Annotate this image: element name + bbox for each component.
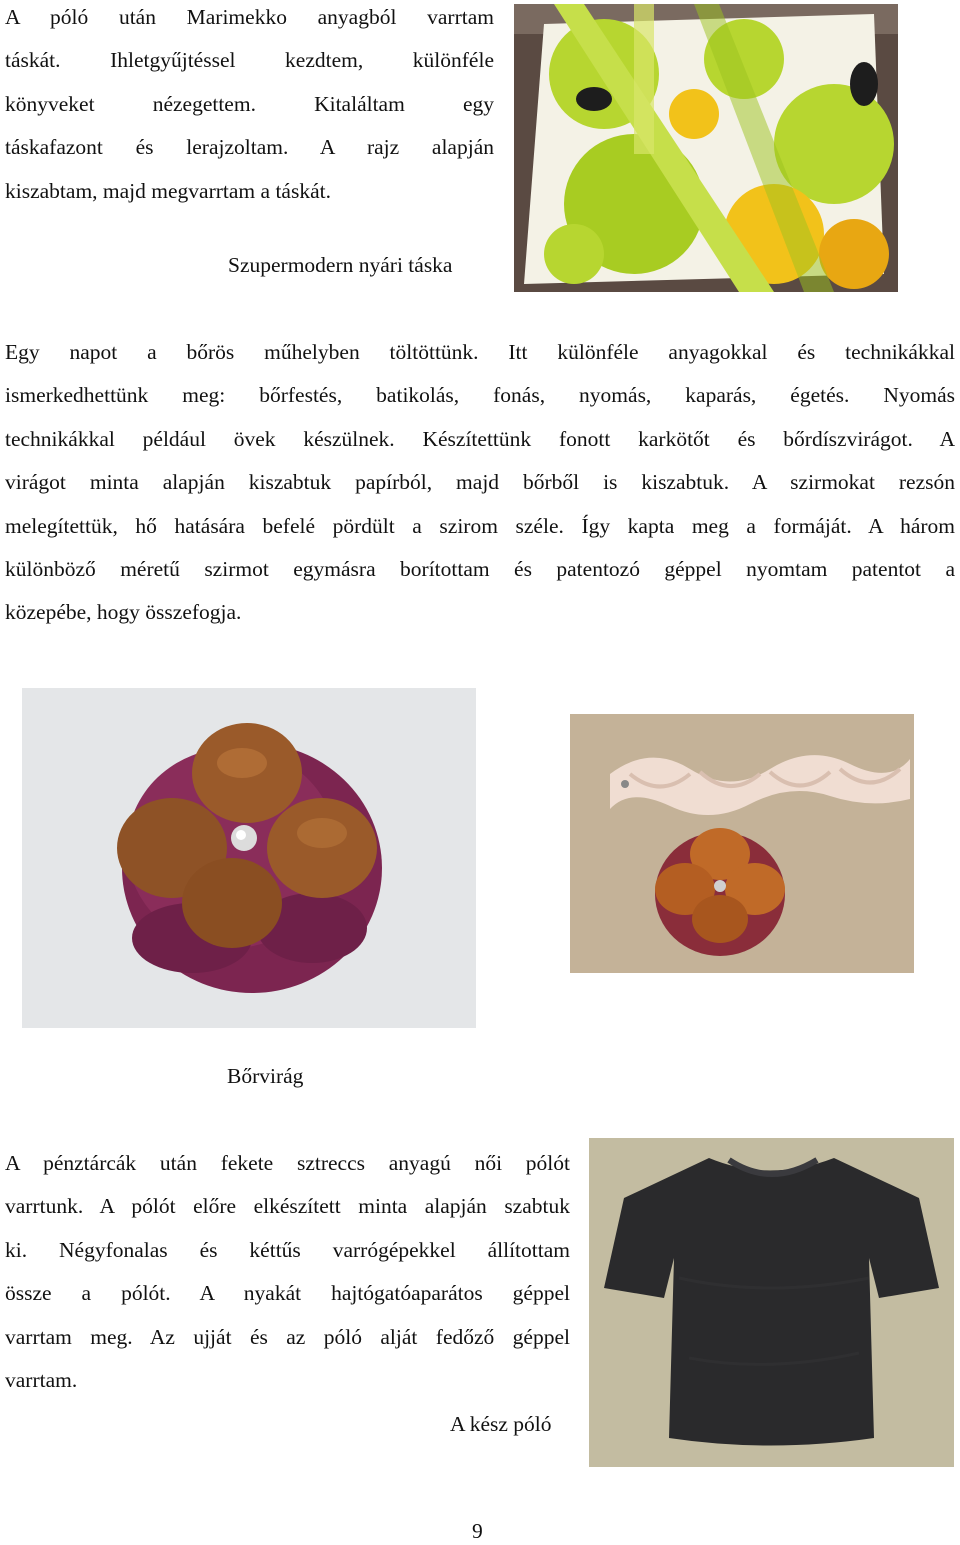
workshop-line-5: melegítettük, hő hatására befelé pördült a szirom széle. Így kapta meg a formáját. A három xyxy=(5,513,955,538)
braid-flower-photo xyxy=(570,714,914,973)
shirt-line-2: varrtunk. A pólót előre elkészített minta alapján szabtuk xyxy=(5,1194,570,1219)
bag-line-2: táskát. Ihletgyűjtéssel kezdtem, különféle xyxy=(5,48,494,73)
workshop-line-3: technikákkal például övek készülnek. Készítettünk fonott karkötőt és bőrdíszvirágot. A xyxy=(5,426,955,451)
shirt-caption: A kész póló xyxy=(450,1412,552,1436)
bag-line-5: kiszabtam, majd megvarrtam a táskát. xyxy=(5,178,331,203)
bag-caption: Szupermodern nyári táska xyxy=(228,253,453,277)
shirt-paragraph xyxy=(5,1142,570,1402)
workshop-line-1: Egy napot a bőrös műhelyben töltöttünk. Itt különféle anyagokkal és technikákkal xyxy=(5,340,955,364)
shirt-line-3: ki. Négyfonalas és kéttűs varrógépekkel állítottam xyxy=(5,1237,570,1262)
shirt-line-6: varrtam. xyxy=(5,1368,78,1393)
bag-line-4: táskafazont és lerajzoltam. A rajz alapján xyxy=(5,135,494,160)
workshop-line-2: ismerkedhettünk meg: bőrfestés, batikolás, fonás, nyomás, kaparás, égetés. Nyomás xyxy=(5,383,955,408)
bag-line-3: könyveket nézegettem. Kitaláltam egy xyxy=(5,91,494,116)
bag-photo xyxy=(514,4,898,292)
bag-line-1: A póló után Marimekko anyagból varrtam xyxy=(5,5,494,29)
shirt-line-5: varrtam meg. Az ujját és az póló alját fedőző géppel xyxy=(5,1324,570,1349)
tshirt-photo xyxy=(589,1138,954,1467)
flower-caption: Bőrvirág xyxy=(227,1064,304,1088)
bag-paragraph xyxy=(5,0,494,213)
workshop-line-4: virágot minta alapján kiszabtuk papírból, majd bőrből is kiszabtuk. A szirmokat rezsón xyxy=(5,470,955,495)
workshop-paragraph xyxy=(5,331,955,635)
leather-flower-photo xyxy=(22,688,476,1028)
shirt-line-1: A pénztárcák után fekete sztreccs anyagú női pólót xyxy=(5,1151,570,1175)
workshop-line-7: közepébe, hogy összefogja. xyxy=(5,600,242,625)
shirt-line-4: össze a pólót. A nyakát hajtógatóaparátos géppel xyxy=(5,1281,570,1306)
page-number: 9 xyxy=(472,1519,483,1543)
workshop-line-6: különböző méretű szirmot egymásra borítottam és patentozó géppel nyomtam patentot a xyxy=(5,557,955,582)
